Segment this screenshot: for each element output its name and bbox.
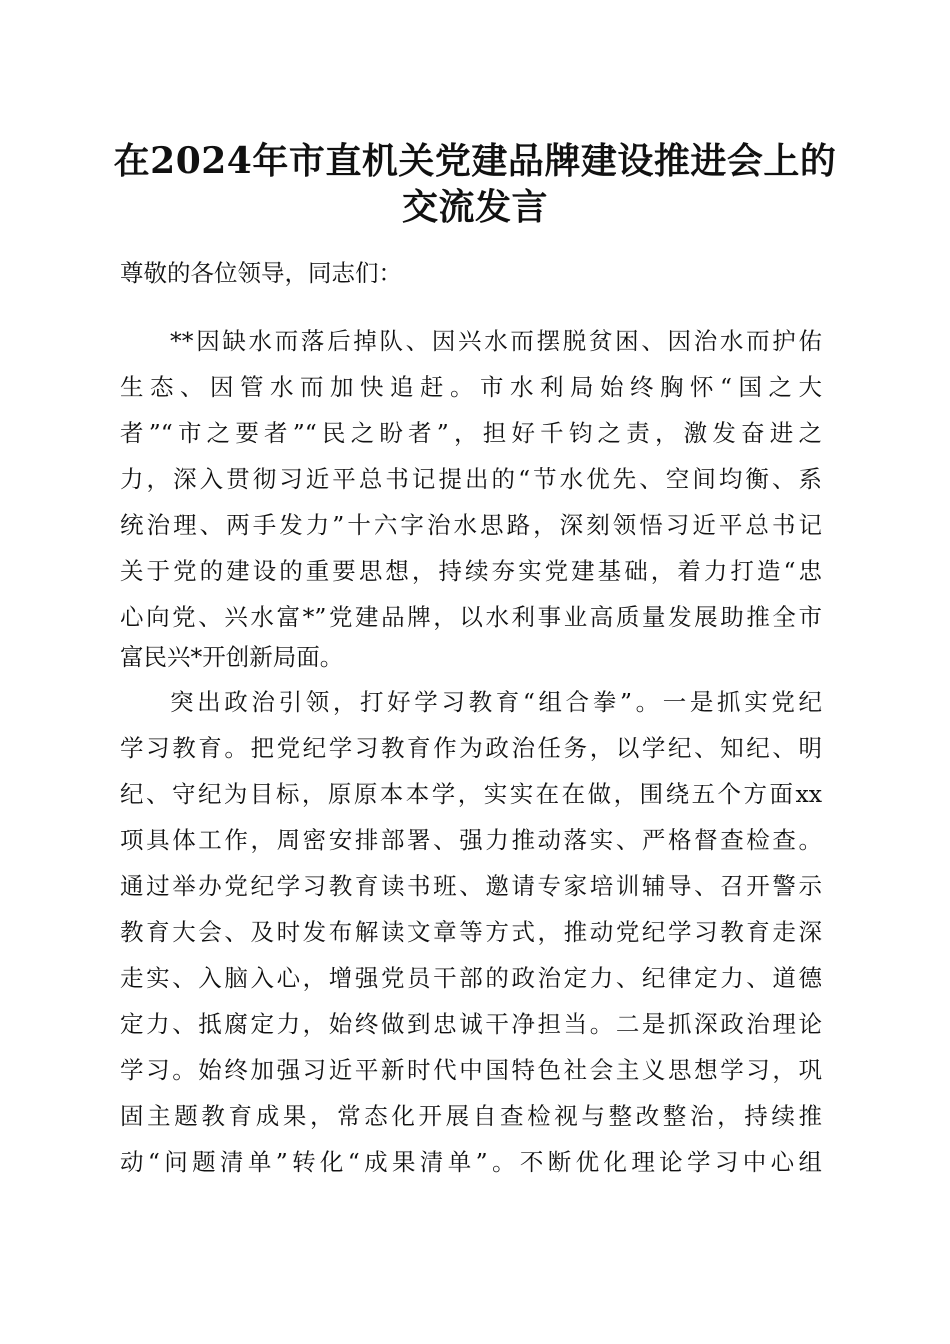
paragraph-2-line: 教育大会、及时发布解读文章等方式，推动党纪学习教育走深 — [120, 918, 822, 946]
paragraph-1-line: 富民兴*开创新局面。 — [120, 643, 344, 671]
paragraph-2-line: 动“问题清单”转化“成果清单”。不断优化理论学习中心组 — [120, 1148, 822, 1176]
paragraph-2-line: 学习教育。把党纪学习教育作为政治任务，以学纪、知纪、明 — [120, 734, 822, 762]
document-title-line-1: 在2024年市直机关党建品牌建设推进会上的 — [113, 140, 837, 182]
paragraph-2-line: 纪、守纪为目标，原原本本学，实实在在做，围绕五个方面xx — [120, 780, 822, 808]
paragraph-1-line: 关于党的建设的重要思想，持续夯实党建基础，着力打造“忠 — [120, 557, 822, 585]
paragraph-1-line: 心向党、兴水富*”党建品牌，以水利事业高质量发展助推全市 — [120, 603, 822, 631]
paragraph-2-line: 突出政治引领，打好学习教育“组合拳”。一是抓实党纪 — [170, 688, 822, 716]
paragraph-1-line: 者”“市之要者”“民之盼者”，担好千钧之责，激发奋进之 — [120, 419, 822, 447]
paragraph-1-line: 统治理、两手发力”十六字治水思路，深刻领悟习近平总书记 — [120, 511, 822, 539]
paragraph-1-line: **因缺水而落后掉队、因兴水而摆脱贫困、因治水而护佑 — [170, 327, 822, 355]
paragraph-2-line: 项具体工作，周密安排部署、强力推动落实、严格督查检查。 — [120, 826, 822, 854]
document-title-line-2: 交流发言 — [401, 186, 548, 228]
paragraph-2-line: 定力、抵腐定力，始终做到忠诚干净担当。二是抓深政治理论 — [120, 1010, 822, 1038]
paragraph-1-line: 生态、因管水而加快追赶。市水利局始终胸怀“国之大 — [120, 373, 822, 401]
paragraph-2-line: 固主题教育成果，常态化开展自查检视与整改整治，持续推 — [120, 1102, 822, 1130]
paragraph-2-line: 通过举办党纪学习教育读书班、邀请专家培训辅导、召开警示 — [120, 872, 822, 900]
paragraph-2-line: 走实、入脑入心，增强党员干部的政治定力、纪律定力、道德 — [120, 964, 822, 992]
paragraph-2-line: 学习。始终加强习近平新时代中国特色社会主义思想学习，巩 — [120, 1056, 822, 1084]
paragraph-1-line: 力，深入贯彻习近平总书记提出的“节水优先、空间均衡、系 — [120, 465, 822, 493]
salutation: 尊敬的各位领导，同志们： — [120, 259, 402, 287]
